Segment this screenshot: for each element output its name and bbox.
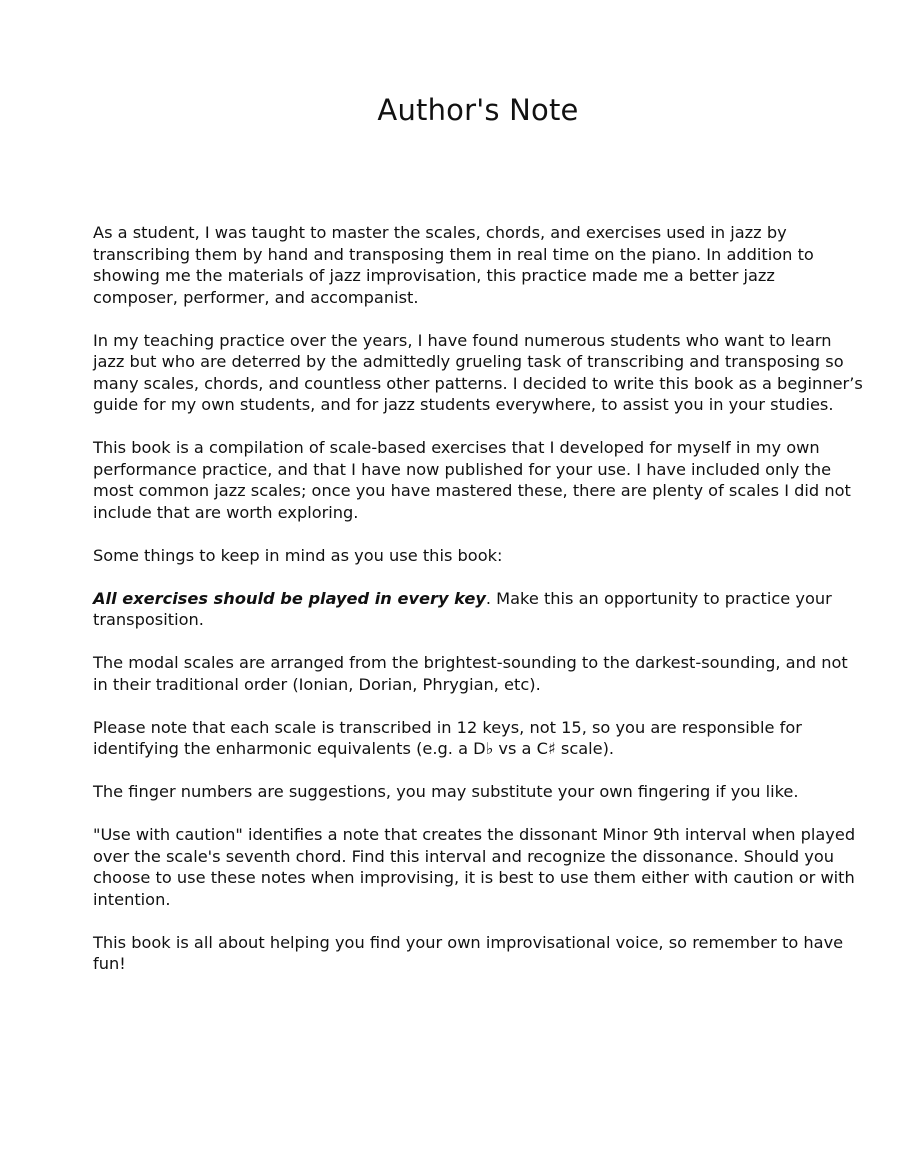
paragraph-things-to-keep: Some things to keep in mind as you use this book:: [93, 545, 503, 565]
paragraph-use-with-caution: "Use with caution" identifies a note that creates the dissonant Minor 9th interval when played over the scale's seventh chord. Find this interval and recognize the dissonance. Should you choose to use these notes when improvising, it is best to use them either with caution or with intention.: [93, 825, 856, 909]
page-title: Author's Note: [377, 93, 579, 127]
paragraph-have-fun: This book is all about helping you find your own improvisational voice, so remember to have fun!: [93, 932, 844, 973]
paragraph-modal-scales: The modal scales are arranged from the brightest-sounding to the darkest-sounding, and not in their traditional order (Ionian, Dorian, Phrygian, etc).: [93, 653, 848, 694]
paragraph-twelve-keys: Please note that each scale is transcribed in 12 keys, not 15, so you are responsible for identifying the enharmonic equivalents (e.g. a D♭ vs a C♯ scale).: [93, 717, 802, 758]
every-key-rest: . Make this an opportunity to practice your transposition.: [93, 588, 832, 629]
paragraph-compilation: This book is a compilation of scale-based exercises that I developed for myself in my own performance practice, and that I have now published for your use. I have included only the most common jazz scales; once you have mastered these, there are plenty of scales I did not include that are worth exploring.: [93, 438, 851, 522]
every-key-emphasis: All exercises should be played in every key: [93, 588, 486, 608]
paragraph-every-key: [93, 588, 863, 631]
paragraph-teaching: In my teaching practice over the years, I have found numerous students who want to learn jazz but who are deterred by the admittedly grueling task of transcribing and transposing so many scales, chords, and countless other patterns. I decided to write this book as a beginner’s guide for my own students, and for jazz students everywhere, to assist you in your studies.: [93, 330, 863, 414]
paragraph-finger-numbers: The finger numbers are suggestions, you may substitute your own fingering if you like.: [93, 782, 799, 801]
paragraph-intro: As a student, I was taught to master the scales, chords, and exercises used in jazz by transcribing them by hand and transposing them in real time on the piano. In addition to showing me the materials of jazz improvisation, this practice made me a better jazz composer, performer, and accompanist.: [93, 223, 814, 307]
body-text: [93, 222, 863, 996]
